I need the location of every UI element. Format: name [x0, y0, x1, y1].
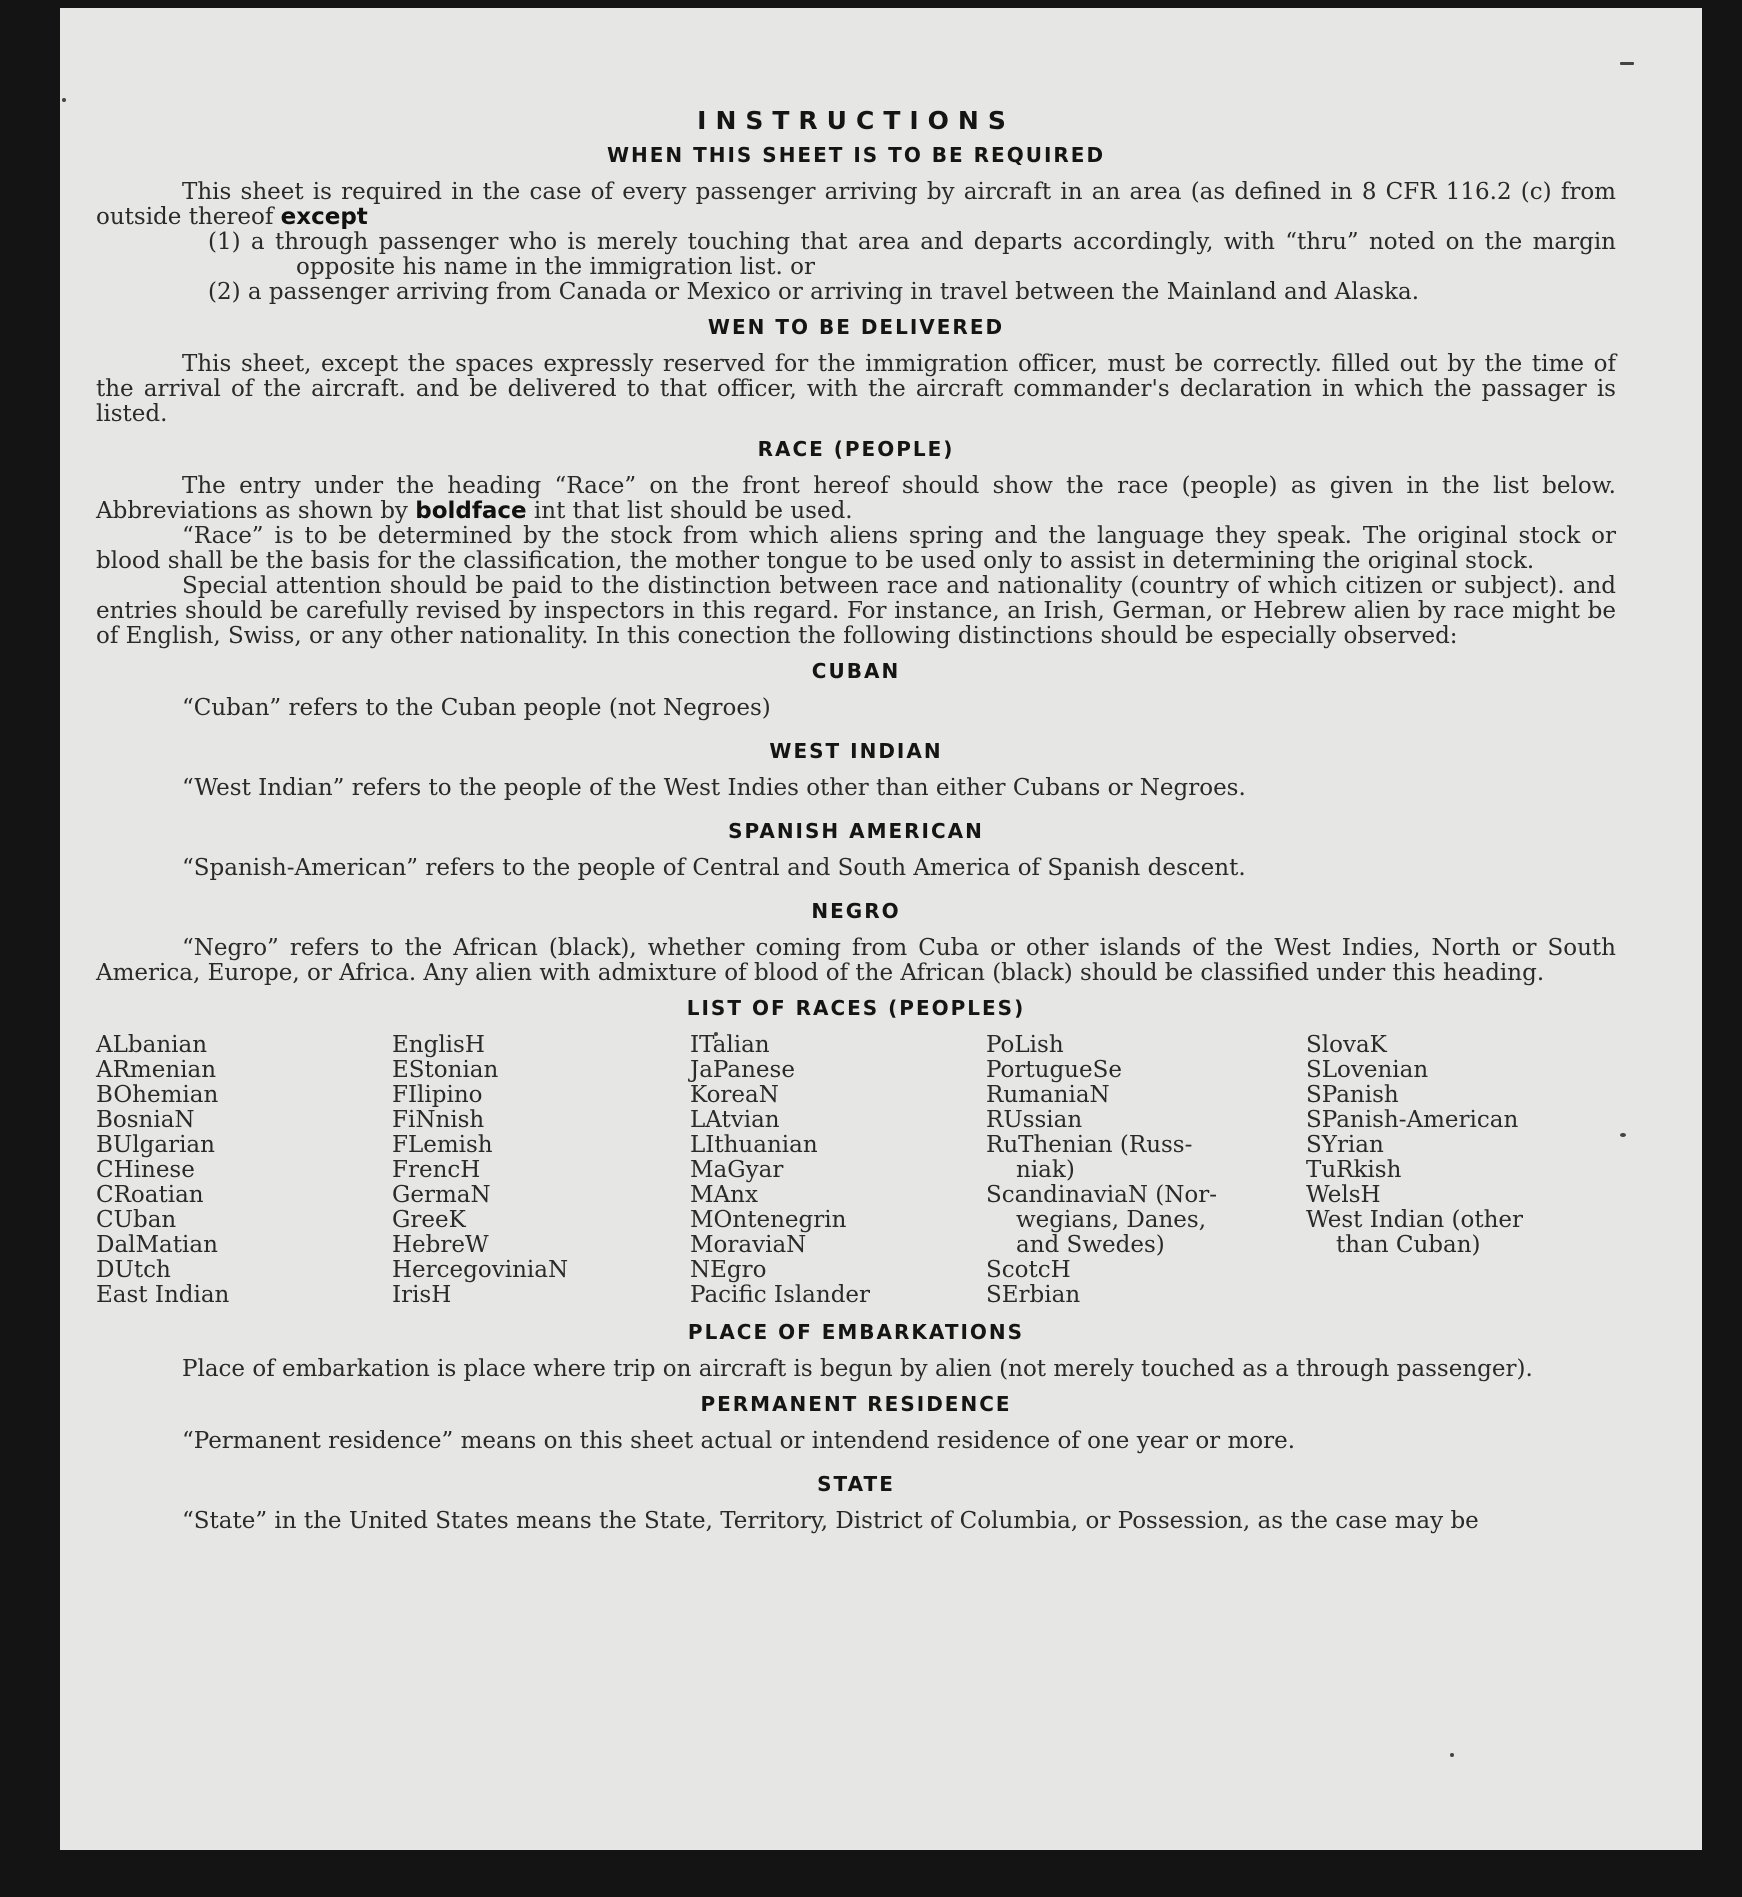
list-item: East Indian: [96, 1282, 230, 1308]
when-required-intro-text: This sheet is required in the case of every passenger arriving by aircraft in an area (as defined in 8 CFR 116.2 (c) from outside thereof: [96, 179, 1616, 230]
races-column-5: [1306, 1033, 1606, 1308]
list-item: DUtch: [96, 1257, 171, 1283]
list-item: SLovenian: [1306, 1057, 1429, 1083]
list-item: LIthuanian: [690, 1132, 818, 1158]
section-title-permanent-residence: PERMANENT RESIDENCE: [700, 1392, 1012, 1416]
race-paragraph-3: Special attention should be paid to the distinction between race and nationality (country of which citizen or subject). and entries should be carefully revised by inspectors in this regard. For instance, an Irish, German, or Hebrew alien by race might be of English, Swiss, or any other nationality. In this conection the following distinctions should be especially observed:: [96, 573, 1616, 649]
list-item: ALbanian: [96, 1032, 208, 1058]
race-p1-start: The entry under the heading “Race” on the front hereof should show the race (people) as given in the list below. Abbreviations as shown by: [96, 473, 1616, 524]
except-bold-text: except: [280, 204, 368, 230]
section-title-cuban: CUBAN: [811, 659, 901, 683]
list-item: RUssian: [986, 1107, 1083, 1133]
list-item: CHinese: [96, 1157, 195, 1183]
list-item: RumaniaN: [986, 1082, 1110, 1108]
list-item: SlovaK: [1306, 1032, 1387, 1058]
list-item: FIlipino: [392, 1082, 483, 1108]
list-item: LAtvian: [690, 1107, 780, 1133]
west-indian-text: “West Indian” refers to the people of the West Indies other than either Cubans or Negroes.: [182, 775, 1246, 801]
section-title-race: RACE (PEOPLE): [757, 437, 955, 461]
list-item: ITalian: [690, 1032, 770, 1058]
when-required-item-1: (1) a through passenger who is merely touching that area and departs accordingly, with “thru” noted on the margin opposite his name in the immigration list. or: [208, 229, 1616, 280]
section-title-embarkation: PLACE OF EMBARKATIONS: [687, 1320, 1025, 1344]
list-item: wegians, Danes,: [1016, 1207, 1207, 1233]
list-item: RuThenian (Russ-: [986, 1132, 1193, 1158]
when-required-item-2: (2) a passenger arriving from Canada or Mexico or arriving in travel between the Mainland and Alaska.: [208, 279, 1420, 305]
races-column-1: [96, 1033, 392, 1308]
list-item: MaGyar: [690, 1157, 784, 1183]
list-item: FLemish: [392, 1132, 493, 1158]
section-title-negro: NEGRO: [811, 899, 901, 923]
list-item: BosniaN: [96, 1107, 195, 1133]
list-item: DalMatian: [96, 1232, 218, 1258]
list-item: GermaN: [392, 1182, 491, 1208]
list-item: and Swedes): [1016, 1232, 1165, 1258]
races-list: [96, 1033, 1616, 1308]
list-item: PortugueSe: [986, 1057, 1122, 1083]
negro-text: “Negro” refers to the African (black), whether coming from Cuba or other islands of the West Indies, North or South America, Europe, or Africa. Any alien with admixture of blood of the African (black) should be classified under this heading.: [96, 935, 1616, 986]
delivered-text: This sheet, except the spaces expressly reserved for the immigration officer, must be correctly. filled out by the time of the arrival of the aircraft. and be delivered to that officer, with the aircraft commander's declaration in which the passager is listed.: [96, 351, 1616, 427]
embarkation-text: Place of embarkation is place where trip on aircraft is begun by alien (not merely touched as a through passenger).: [182, 1356, 1533, 1382]
state-text: “State” in the United States means the State, Territory, District of Columbia, or Possession, as the case may be: [182, 1508, 1479, 1534]
list-item: SErbian: [986, 1282, 1081, 1308]
list-item: JaPanese: [690, 1057, 795, 1083]
list-item: ScandinaviaN (Nor-: [986, 1182, 1217, 1208]
page-title: INSTRUCTIONS: [697, 106, 1015, 135]
list-item: PoLish: [986, 1032, 1064, 1058]
race-paragraph-2: “Race” is to be determined by the stock from which aliens spring and the language they speak. The original stock or blood shall be the basis for the classification, the mother tongue to be used only to assist in determining the original stock.: [96, 523, 1616, 574]
list-item: SPanish-American: [1306, 1107, 1519, 1133]
list-item: CUban: [96, 1207, 177, 1233]
list-item: HebreW: [392, 1232, 489, 1258]
list-item: ARmenian: [96, 1057, 217, 1083]
list-item: CRoatian: [96, 1182, 204, 1208]
race-p1-end: int that list should be used.: [526, 498, 853, 524]
list-item: niak): [1016, 1157, 1075, 1183]
list-item: than Cuban): [1336, 1232, 1481, 1258]
list-item: SPanish: [1306, 1082, 1399, 1108]
spanish-american-text: “Spanish-American” refers to the people of Central and South America of Spanish descent.: [182, 855, 1246, 881]
boldface-bold-text: boldface: [415, 498, 527, 524]
list-item: ScotcH: [986, 1257, 1071, 1283]
list-item: Pacific Islander: [690, 1282, 871, 1308]
list-item: EnglisH: [392, 1032, 485, 1058]
list-item: TuRkish: [1306, 1157, 1402, 1183]
section-title-when-required: WHEN THIS SHEET IS TO BE REQUIRED: [606, 143, 1106, 167]
list-item: FrencH: [392, 1157, 481, 1183]
list-item: MoraviaN: [690, 1232, 807, 1258]
section-title-state: STATE: [817, 1472, 895, 1496]
list-item: SYrian: [1306, 1132, 1384, 1158]
section-title-list-of-races: LIST OF RACES (PEOPLES): [686, 996, 1026, 1020]
when-required-intro: [96, 180, 1616, 230]
races-column-4: [986, 1033, 1306, 1308]
list-item: GreeK: [392, 1207, 466, 1233]
section-title-delivered: WEN TO BE DELIVERED: [707, 315, 1005, 339]
cuban-text: “Cuban” refers to the Cuban people (not Negroes): [182, 695, 771, 721]
races-column-2: [392, 1033, 690, 1308]
list-item: West Indian (other: [1306, 1207, 1524, 1233]
list-item: MOntenegrin: [690, 1207, 847, 1233]
list-item: NEgro: [690, 1257, 767, 1283]
list-item: IrisH: [392, 1282, 452, 1308]
races-column-3: [690, 1033, 986, 1308]
section-title-west-indian: WEST INDIAN: [769, 739, 943, 763]
list-item: BUlgarian: [96, 1132, 215, 1158]
document-page: [60, 8, 1702, 1850]
list-item: BOhemian: [96, 1082, 219, 1108]
permanent-residence-text: “Permanent residence” means on this sheet actual or intendend residence of one year or more.: [182, 1428, 1296, 1454]
list-item: MAnx: [690, 1182, 758, 1208]
list-item: WelsH: [1306, 1182, 1381, 1208]
list-item: FiNnish: [392, 1107, 485, 1133]
list-item: KoreaN: [690, 1082, 779, 1108]
race-paragraph-1: [96, 474, 1616, 524]
section-title-spanish-american: SPANISH AMERICAN: [728, 819, 984, 843]
list-item: EStonian: [392, 1057, 499, 1083]
instructions-content: [96, 108, 1616, 1534]
list-item: HercegoviniaN: [392, 1257, 569, 1283]
